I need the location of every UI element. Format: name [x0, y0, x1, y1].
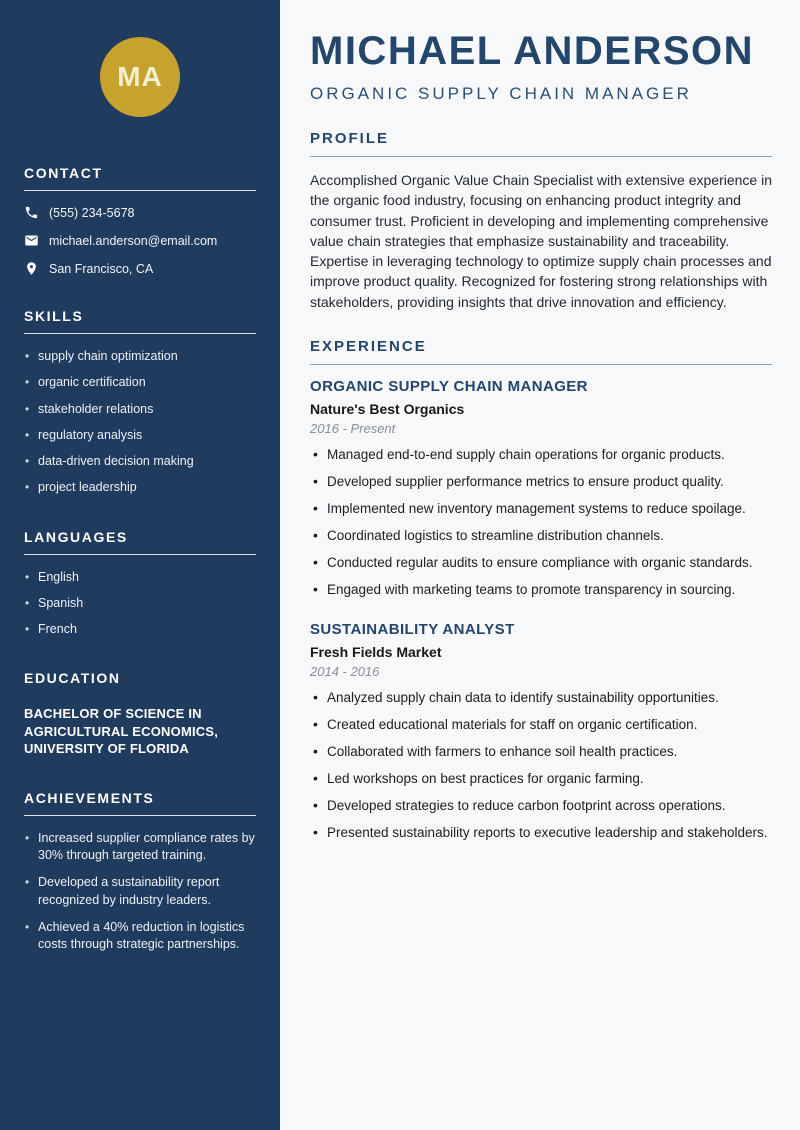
- experience-job: [310, 378, 772, 599]
- email-icon: [24, 233, 39, 248]
- job-bullet: • Managed end-to-end supply chain operations for organic products.: [310, 446, 772, 465]
- language-item: • Spanish: [24, 595, 256, 612]
- candidate-name: MICHAEL ANDERSON: [310, 29, 755, 73]
- contact-phone-text: (555) 234-5678: [49, 205, 135, 220]
- job-role: ORGANIC SUPPLY CHAIN MANAGER: [310, 378, 588, 396]
- avatar-wrap: [24, 37, 256, 117]
- language-item: • French: [24, 621, 256, 638]
- job-bullet: • Led workshops on best practices for organic farming.: [310, 770, 772, 789]
- skill-item: • organic certification: [24, 374, 256, 391]
- job-dates: 2014 - 2016: [310, 664, 380, 680]
- job-bullet: • Created educational materials for staff on organic certification.: [310, 716, 772, 735]
- skill-item: • data-driven decision making: [24, 453, 256, 470]
- achievement-item: • Developed a sustainability report recognized by industry leaders.: [24, 874, 256, 909]
- job-dates: 2016 - Present: [310, 421, 396, 437]
- contact-email: [24, 233, 256, 248]
- education-degree: BACHELOR OF SCIENCE IN AGRICULTURAL ECONOMICS, UNIVERSITY OF FLORIDA: [24, 706, 219, 757]
- skill-item: • regulatory analysis: [24, 427, 256, 444]
- skill-item: • supply chain optimization: [24, 348, 256, 365]
- contact-heading: CONTACT: [24, 165, 256, 191]
- avatar-initials: MA: [117, 61, 163, 92]
- achievement-item: • Increased supplier compliance rates by 30% through targeted training.: [24, 830, 256, 865]
- phone-icon: [24, 205, 39, 220]
- contact-location: [24, 261, 256, 276]
- achievement-item: • Achieved a 40% reduction in logistics costs through strategic partnerships.: [24, 919, 256, 954]
- experience-heading: EXPERIENCE: [310, 338, 772, 365]
- job-bullet: • Engaged with marketing teams to promote transparency in sourcing.: [310, 581, 772, 600]
- sidebar: [0, 0, 280, 1130]
- profile-section: [310, 130, 772, 312]
- languages-list: [24, 569, 256, 639]
- job-company: Nature's Best Organics: [310, 401, 465, 418]
- experience-section: [310, 338, 772, 843]
- education-section: [24, 670, 256, 758]
- skill-item: • stakeholder relations: [24, 401, 256, 418]
- job-bullet: • Presented sustainability reports to executive leadership and stakeholders.: [310, 824, 772, 843]
- candidate-title: ORGANIC SUPPLY CHAIN MANAGER: [310, 84, 692, 103]
- achievements-section: [24, 790, 256, 954]
- job-bullet: • Conducted regular audits to ensure compliance with organic standards.: [310, 554, 772, 573]
- contact-phone: [24, 205, 256, 220]
- skills-section: [24, 308, 256, 497]
- achievements-list: [24, 830, 256, 954]
- job-bullets: [310, 689, 772, 842]
- profile-heading: PROFILE: [310, 130, 772, 157]
- location-icon: [24, 261, 39, 276]
- contact-section: [24, 165, 256, 276]
- job-bullets: [310, 446, 772, 599]
- skill-item: • project leadership: [24, 479, 256, 496]
- experience-job: [310, 621, 772, 842]
- job-bullet: • Implemented new inventory management systems to reduce spoilage.: [310, 500, 772, 519]
- skills-list: [24, 348, 256, 497]
- job-bullet: • Analyzed supply chain data to identify sustainability opportunities.: [310, 689, 772, 708]
- contact-email-text: michael.anderson@email.com: [49, 233, 218, 248]
- contact-location-text: San Francisco, CA: [49, 261, 154, 276]
- job-company: Fresh Fields Market: [310, 644, 442, 661]
- main-content: [280, 0, 800, 1130]
- education-heading: EDUCATION: [24, 670, 121, 687]
- job-bullet: • Developed supplier performance metrics to ensure product quality.: [310, 473, 772, 492]
- profile-text: Accomplished Organic Value Chain Specialist with extensive experience in the organic food industry, focusing on enhancing product integrity and consumer trust. Proficient in developing and implementing comprehensive value chain strategies that emphasize sustainability and traceability. Expertise in leveraging technology to optimize supply chain processes and improve product quality. Recognized for fostering strong relationships with stakeholders, providing insights that drive innovation and efficiency.: [310, 172, 772, 310]
- achievements-heading: ACHIEVEMENTS: [24, 790, 256, 816]
- languages-section: [24, 529, 256, 639]
- job-bullet: • Collaborated with farmers to enhance soil health practices.: [310, 743, 772, 762]
- language-item: • English: [24, 569, 256, 586]
- job-role: SUSTAINABILITY ANALYST: [310, 621, 515, 639]
- job-bullet: • Coordinated logistics to streamline distribution channels.: [310, 527, 772, 546]
- languages-heading: LANGUAGES: [24, 529, 256, 555]
- skills-heading: SKILLS: [24, 308, 256, 334]
- job-bullet: • Developed strategies to reduce carbon footprint across operations.: [310, 797, 772, 816]
- avatar: [100, 37, 180, 117]
